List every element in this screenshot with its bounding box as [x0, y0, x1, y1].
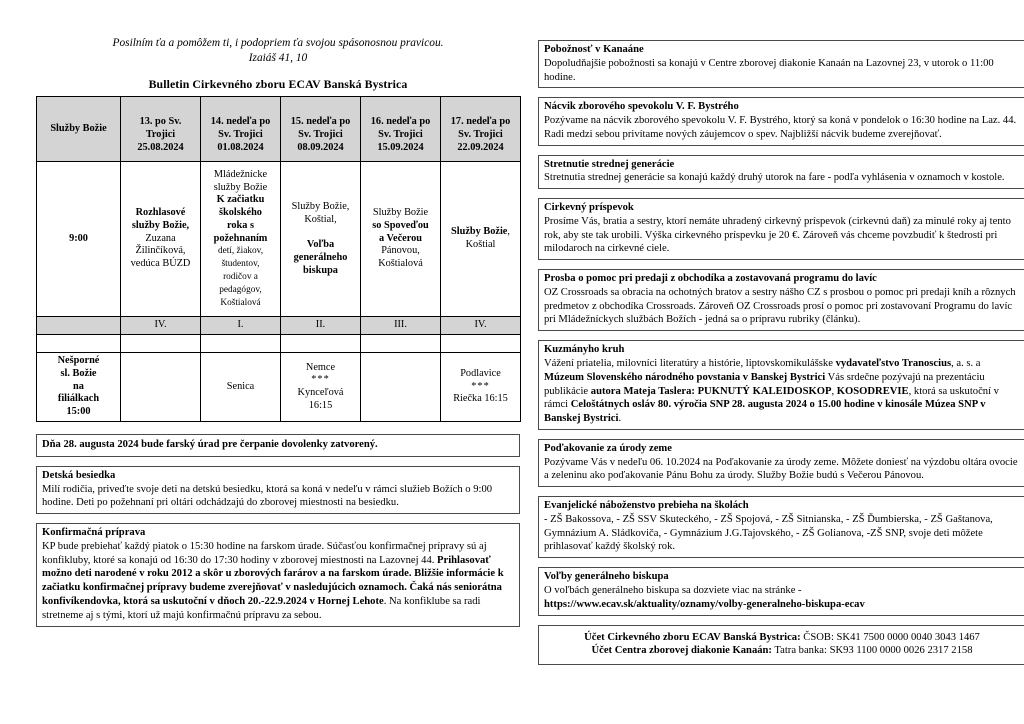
- cell-small-line: Koštialová: [220, 297, 261, 308]
- cell-small-line: detí, žiakov,: [217, 246, 264, 257]
- cell-line: Pánovou,: [381, 245, 420, 257]
- header-week-5: [441, 97, 521, 162]
- notice-body: Pozývame Vás v nedeľu 06. 10.2024 na Poďakovanie za úrody zeme. Môžete doniesť na výzdobu oltára ovocie a zeleninu ako poďakovanie Pánu Bohu za úrody. Služby Božie budú s Večerou Pánovou.: [544, 456, 1018, 482]
- notice-body-part2: . Na konfiklube sa radi stretneme aj s tými, ktorí už majú konfirmačnú prípravu za sebou.: [42, 595, 481, 621]
- account-line-1: [545, 631, 1019, 645]
- cell-line: Mládežnícke: [213, 168, 268, 180]
- kuzmany-b5: Celoštátnych osláv 80. výročia SNP 28. augusta 2024 o 15.00 hodine v kinosále Múzea SNP v Banskej Bystrici: [544, 399, 986, 425]
- account-label: Účet Centra zborovej diakonie Kanaán:: [591, 645, 772, 657]
- roman-value: I.: [201, 317, 281, 335]
- service-cell-4: [361, 162, 441, 317]
- cell-bold-line: generálneho: [293, 251, 348, 263]
- notice-body: Stretnutia strednej generácie sa konajú každý druhý utorok na fare - podľa vyhlásenia v oznamoch v kostole.: [544, 172, 1005, 184]
- notice-body-bold1: Prihlasovať možno deti narodené v roku 2012 a skôr u zborových farárov a na farskom úrade. Bližšie informácie k začiatku konfirmačnej prípravy budeme zverejňovať v nasledujúcich oznamoch. Čaká nás seniorátna konfivíkendovka, ktorá sa uskutoční v dňoch 20.-22.9.2024 v Hornej Lehote: [42, 554, 504, 607]
- notice-podakovanie-za-urody: [538, 439, 1024, 487]
- notice-body: [544, 357, 1020, 426]
- account-value: ČSOB: SK41 7500 0000 0040 3043 1467: [800, 631, 980, 643]
- notice-stretnutie-strednej-generacie: [538, 155, 1024, 190]
- notice-heading: Prosba o pomoc pri predaji z obchodíka a zostavovaná programu do lavíc: [544, 273, 877, 285]
- service-cell-2: [201, 162, 281, 317]
- vespers-cell-4: [361, 353, 441, 422]
- kuzmany-t1: Vážení priatelia, milovníci literatúry a histórie, liptovskomikulášske: [544, 358, 836, 370]
- notice-kuzmanyho-kruh: [538, 340, 1024, 430]
- vespers-line: 16:15: [308, 399, 333, 411]
- cell-line: Koštialová: [378, 258, 423, 270]
- kuzmany-b2: Múzeum Slovenského národného povstania v Banskej Bystrici: [544, 371, 826, 383]
- header-week-3: [281, 97, 361, 162]
- cell-bold-line: Rozhlasové: [135, 207, 186, 219]
- cell-bold-line: so Spoveďou: [372, 219, 429, 231]
- cell-line: Služby Božie: [372, 207, 429, 219]
- week-title-line2: Sv. Trojici: [378, 129, 423, 141]
- volby-link[interactable]: https://www.ecav.sk/aktuality/oznamy/volby-generalneho-biskupa-ecav: [544, 598, 865, 610]
- scripture-verse: [36, 36, 520, 66]
- cell-line: Zuzana: [145, 232, 176, 244]
- vespers-line: Podlavice: [460, 367, 501, 379]
- cell-bold-line: služby Božie,: [131, 219, 190, 231]
- morning-time: 9:00: [37, 162, 121, 317]
- notice-bold-body: Dňa 28. augusta 2024 bude farský úrad pre čerpanie dovolenky zatvorený.: [42, 439, 378, 451]
- header-week-4: [361, 97, 441, 162]
- cell-bold-line: požehnaním: [213, 232, 268, 244]
- notice-body: [42, 540, 514, 623]
- cell-line: ,: [507, 226, 510, 238]
- cell-bold-line: a Večerou: [379, 232, 422, 244]
- cell-line: vedúca BÚZD: [130, 258, 191, 270]
- table-row-morning-services: [37, 162, 521, 317]
- notice-body: Dopoludňajšie pobožnosti sa konajú v Centre zborovej diakonie Kanaán na Lazovnej 23, v utorok o 11:00 hodine.: [544, 57, 994, 83]
- notice-heading: Nácvik zborového spevokolu V. F. Bystrého: [544, 101, 739, 113]
- header-week-2: [201, 97, 281, 162]
- week-title-line1: 16. nedeľa po: [370, 116, 431, 128]
- notice-body: Prosíme Vás, bratia a sestry, ktorí nemáte uhradený cirkevný príspevok (cirkevnú daň) za minulé roky aj tento rok, aby ste tak urobili. Výška cirkevného príspevku je 20 €. Zároveň vás chceme povzbudiť k štedrosti pri milodaroch na cirkevné ciele.: [544, 215, 1011, 255]
- page-title: Bulletin Cirkevného zboru ECAV Banská Bystrica: [148, 77, 408, 92]
- week-title-line2: Sv. Trojici: [218, 129, 263, 141]
- kuzmany-b4: KOSODREVIE: [836, 385, 909, 397]
- week-title-line2: Trojici: [145, 129, 176, 141]
- vespers-label-line: Nešporné: [57, 355, 100, 367]
- cell-small-line: študentov,: [221, 259, 260, 270]
- service-schedule-table: [36, 96, 521, 422]
- notice-bank-accounts: [538, 625, 1024, 666]
- notice-body: Milí rodičia, priveďte svoje deti na detskú besiedku, ktorá sa koná v nedeľu v rámci služieb Božích o 9:00 hodine. Deti po požehnaní pri oltári odchádzajú do zborovej miestnosti na besiedku.: [42, 483, 493, 509]
- notice-prosba-o-pomoc: [538, 269, 1024, 331]
- kuzmany-t3: Vás srdečne pozývajú na prezentáciu publikácie: [544, 371, 985, 397]
- table-header-row: [37, 97, 521, 162]
- spacer-cell: [441, 335, 521, 353]
- service-cell-5: [441, 162, 521, 317]
- account-label: Účet Cirkevného zboru ECAV Banská Bystrica:: [584, 631, 801, 643]
- notice-body: - ZŠ Bakossova, - ZŠ SSV Skuteckého, - ZŠ Spojová, - ZŠ Sitnianska, - ZŠ Ďumbierska, - ZŠ Gaštanova, Gymnázium A. Sládkoviča, - Gymnázium J.G.Tajovského, - ZŠ Golianova, -ZŠ SNP, svoje deti môžete prihlasovať každý školský rok.: [544, 513, 993, 553]
- vespers-label-line: sl. Božie: [60, 367, 97, 379]
- table-row-spacer: [37, 335, 521, 353]
- notice-heading: Poďakovanie za úrody zeme: [544, 442, 672, 454]
- table-row-roman-numerals: [37, 317, 521, 335]
- account-value: Tatra banka: SK93 1100 0000 0026 2317 2158: [771, 645, 973, 657]
- notice-detska-besiedka: [36, 466, 520, 514]
- cell-small-line: pedagógov,: [219, 284, 262, 295]
- cell-line: Žilinčíková,: [135, 245, 186, 257]
- vespers-label-line: na: [73, 380, 84, 392]
- spacer-cell: [281, 335, 361, 353]
- week-title-line2: Sv. Trojici: [298, 129, 343, 141]
- table-row-vespers: [37, 353, 521, 422]
- cell-bold-line: školského: [219, 207, 262, 219]
- account-line-2: [545, 644, 1019, 658]
- notice-heading: Voľby generálneho biskupa: [544, 571, 669, 583]
- kuzmany-t5: , ktorá sa uskutoční v rámci: [544, 385, 999, 411]
- week-title-line1: 14. nedeľa po: [210, 116, 271, 128]
- notice-body: O voľbách generálneho biskupa sa dozviete viac na stránke -: [544, 584, 802, 596]
- notice-heading: Cirkevný príspevok: [544, 202, 634, 214]
- spacer-cell: [121, 335, 201, 353]
- verse-text: Posilním ťa a pomôžem ti, i podopriem ťa svojou spásonosnou pravicou.: [112, 37, 444, 49]
- cell-line: Koštial,: [304, 213, 337, 225]
- week-title-line1: 13. po Sv.: [139, 116, 182, 128]
- cell-bold-line: Služby Božie: [451, 226, 508, 238]
- vespers-cell-5: [441, 353, 521, 422]
- week-title-line1: 17. nedeľa po: [450, 116, 511, 128]
- vespers-cell-2: [201, 353, 281, 422]
- roman-value: II.: [281, 317, 361, 335]
- spacer-cell: [361, 335, 441, 353]
- roman-value: IV.: [441, 317, 521, 335]
- vespers-cell-1: [121, 353, 201, 422]
- verse-reference: Izaiáš 41, 10: [248, 52, 308, 65]
- kuzmany-t2: , a. s. a: [951, 358, 981, 370]
- notice-heading: Konfirmačná príprava: [42, 527, 146, 539]
- cell-small-line: rodičov a: [223, 272, 258, 282]
- service-cell-3: [281, 162, 361, 317]
- kuzmany-t6: .: [618, 413, 622, 425]
- notice-nacvik-spevokolu: [538, 97, 1024, 145]
- kuzmany-b1: vydavateľstvo Tranoscius: [835, 358, 952, 370]
- vespers-label-line: 15:00: [66, 406, 91, 418]
- notice-heading: Pobožnosť v Kanaáne: [544, 44, 644, 55]
- notice-poboznost-kanaan: [538, 40, 1024, 88]
- kuzmany-t4: ,: [831, 385, 837, 397]
- left-column: [36, 36, 520, 714]
- spacer-cell: [201, 335, 281, 353]
- header-services: Služby Božie: [37, 97, 121, 162]
- vespers-cell-3: [281, 353, 361, 422]
- cell-line: služby Božie: [213, 181, 268, 193]
- vespers-separator: ***: [311, 374, 330, 386]
- vespers-line: Senica: [226, 380, 255, 392]
- notice-evanjelicke-nabozenstvo: [538, 496, 1024, 558]
- right-column: [538, 36, 1024, 714]
- week-date: 08.09.2024: [297, 142, 344, 154]
- notice-body: OZ Crossroads sa obracia na ochotných bratov a sestry nášho CZ s prosbou o pomoc pri predaji kníh a rôznych predmetov z obchodíka Crossroads. Zároveň OZ Crossroads prosí o pomoc pri zostavovaní Programu do lavíc pri Mládežníckych službách Božích - jedná sa o prípravu rubriky (článku).: [544, 286, 1016, 326]
- week-date: 01.08.2024: [217, 142, 264, 154]
- vespers-line: Nemce: [305, 361, 336, 373]
- week-date: 22.09.2024: [457, 142, 504, 154]
- cell-bold-line: roka s: [227, 219, 254, 231]
- notice-body-part1: KP bude prebiehať každý piatok o 15:30 hodine na farskom úrade. Súčasťou konfirmačnej prípravy sú aj konfikluby, ktoré sa konajú od 16:30 do 17:30 hodiny v zborovej miestnosti na Lazovnej 44.: [42, 540, 487, 566]
- week-date: 25.08.2024: [137, 142, 184, 154]
- week-title-line2: Sv. Trojici: [458, 129, 503, 141]
- vespers-line: Kynceľová: [297, 387, 344, 399]
- notice-office-closed: [36, 434, 520, 457]
- cell-line: Koštial: [465, 239, 496, 251]
- cell-line: Služby Božie,: [291, 200, 350, 212]
- cell-bold-line: biskupa: [303, 264, 338, 276]
- notice-konfirmacna-priprava: [36, 523, 520, 626]
- cell-bold-line: Voľba: [306, 239, 335, 251]
- vespers-separator: ***: [471, 380, 490, 392]
- header-week-1: [121, 97, 201, 162]
- notice-heading: Evanjelické náboženstvo prebieha na školách: [544, 500, 749, 512]
- notice-heading: Detská besiedka: [42, 469, 116, 481]
- cell-bold-line: K začiatku: [216, 194, 265, 206]
- vespers-label-line: filiálkach: [57, 393, 100, 405]
- roman-value: IV.: [121, 317, 201, 335]
- spacer-cell: [37, 335, 121, 353]
- roman-first: [37, 317, 121, 335]
- vespers-label: [37, 353, 121, 422]
- notice-heading: Kuzmányho kruh: [544, 344, 625, 356]
- notice-heading: Stretnutie strednej generácie: [544, 158, 675, 170]
- notice-volby-generalneho-biskupa: [538, 567, 1024, 615]
- week-title-line1: 15. nedeľa po: [290, 116, 351, 128]
- notice-body: Pozývame na nácvik zborového spevokolu V. F. Bystrého, ktorý sa koná v pondelok o 16:30 hodine na Laz. 44. Radi medzi sebou privítame nových záujemcov o spev. Najbližší nácvik budeme zverejňovať.: [544, 115, 1017, 140]
- service-cell-1: [121, 162, 201, 317]
- vespers-line: Riečka 16:15: [453, 393, 508, 405]
- week-date: 15.09.2024: [377, 142, 424, 154]
- notice-cirkevny-prispevok: [538, 198, 1024, 260]
- roman-value: III.: [361, 317, 441, 335]
- kuzmany-b3: autora Mateja Taslera: PUKNUTÝ KALEIDOSKOP: [590, 385, 832, 397]
